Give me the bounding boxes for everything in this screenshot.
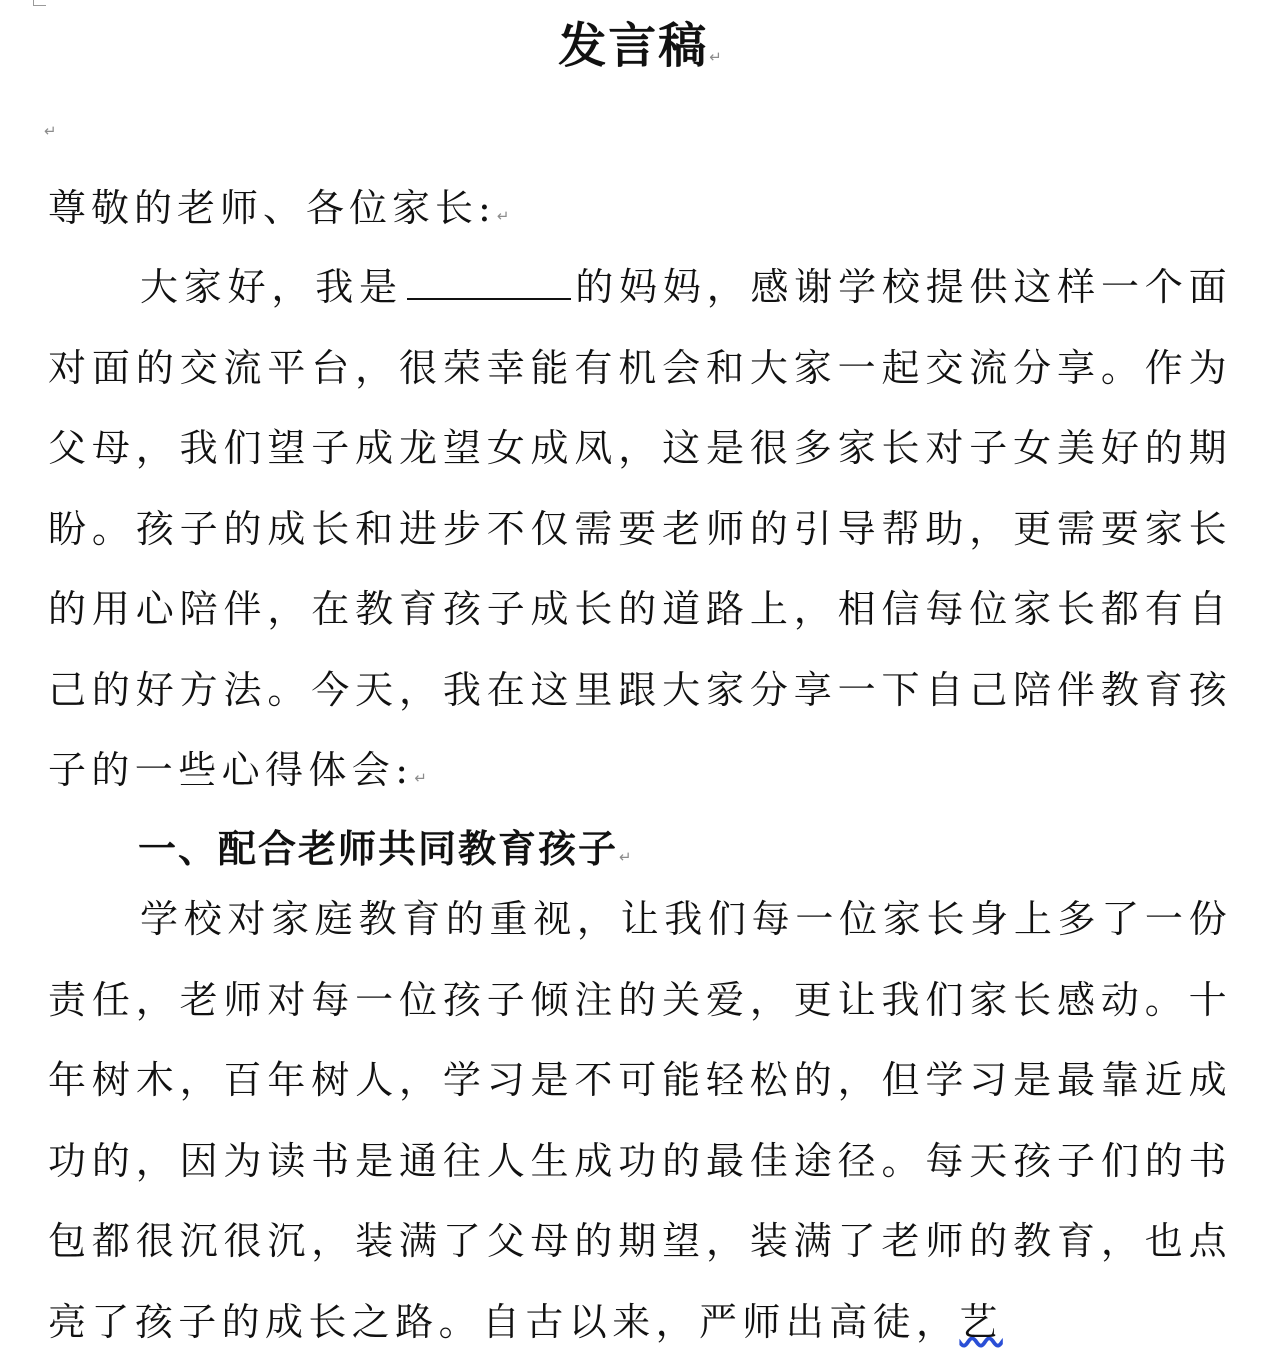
salutation: [48, 180, 509, 244]
intro-text-rest: 的妈妈，感谢学校提供这样一个面对面的交流平台，很荣幸能有机会和大家一起交流分享。作为父母，我们望子成龙望女成凤，这是很多家长对子女美好的期盼。孩子的成长和进步不仅需要老师的引导帮助，更需要家长的用心陪伴，在教育孩子成长的道路上，相信每位家长都有自己的好方法。今天，我在这里跟大家分享一下自己陪伴教育孩子的一些心得体会:: [48, 265, 1232, 792]
page-corner-marker: [33, 0, 46, 6]
document-title: [0, 10, 1280, 93]
paragraph-mark-icon: ↵: [414, 769, 427, 787]
paragraph-mark-icon: ↵: [44, 122, 57, 140]
section-body-text: 学校对家庭教育的重视，让我们每一位家长身上多了一份责任，老师对每一位孩子倾注的关爱，更让我们家长感动。十年树木，百年树人，学习是不可能轻松的，但学习是最靠近成功的，因为读书是通往人生成功的最佳途径。每天孩子们的书包都很沉很沉，装满了父母的期望，装满了老师的教育，也点亮了孩子的成长之路。自古以来，严师出高徒，: [48, 897, 1232, 1344]
salutation-text: 尊敬的老师、各位家长:: [48, 186, 496, 230]
section-heading: [138, 819, 632, 887]
section-heading-text: 一、配合老师共同教育孩子: [138, 827, 619, 871]
spellcheck-flagged-word: 艺: [959, 1299, 1003, 1344]
intro-text-start: 大家好，我是: [140, 265, 403, 309]
name-blank: [407, 270, 571, 300]
title-text: 发言稿: [558, 18, 709, 74]
paragraph-mark-icon: ↵: [709, 48, 722, 66]
paragraph-mark-icon: ↵: [619, 848, 632, 866]
paragraph-mark-icon: ↵: [496, 207, 510, 225]
section-body-paragraph: [48, 879, 1232, 1362]
intro-paragraph: [48, 247, 1232, 819]
